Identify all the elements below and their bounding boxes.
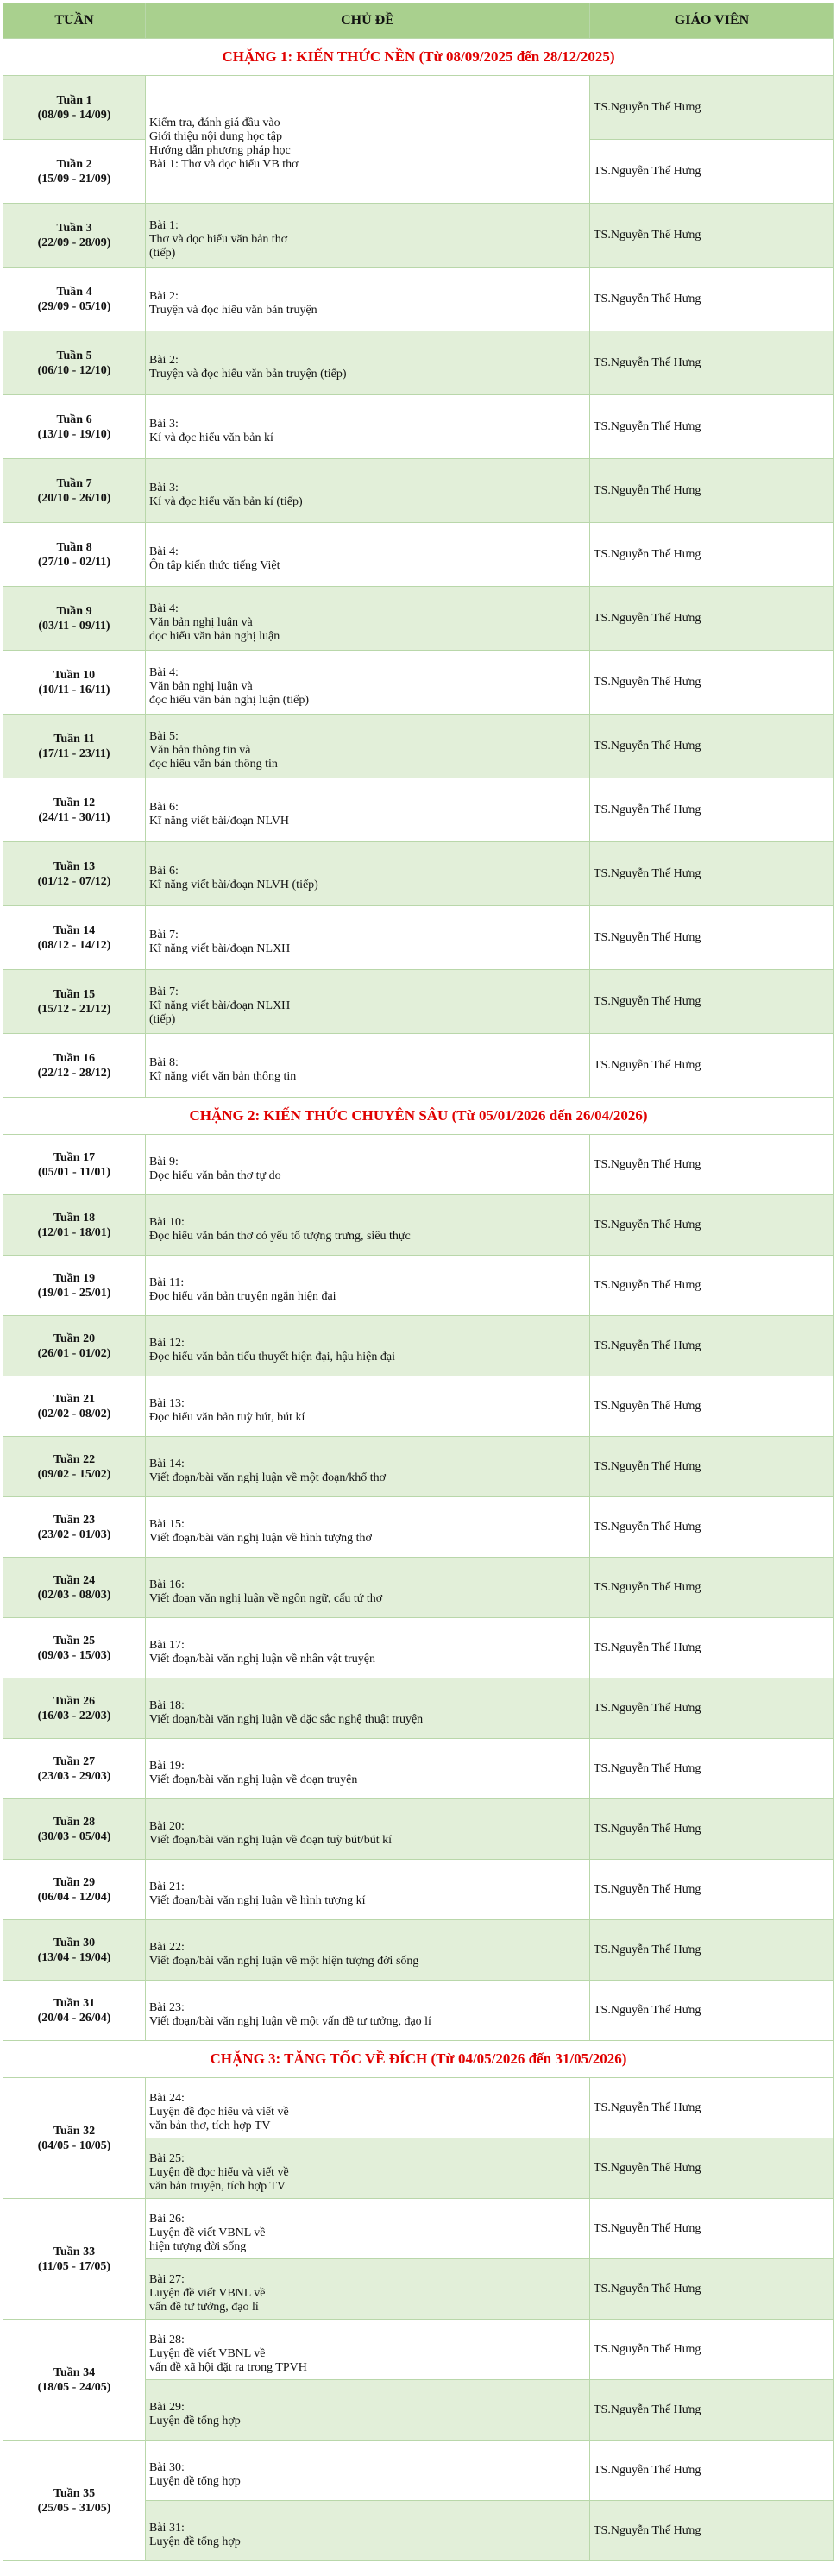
topic-cell: Bài 19: Viết đoạn/bài văn nghị luận về đoạn truyện	[146, 1739, 590, 1799]
table-row	[3, 587, 834, 651]
topic-cell: Bài 27: Luyện đề viết VBNL về vấn đề tư tưởng, đạo lí	[146, 2259, 590, 2320]
week-cell: Tuần 24 (02/03 - 08/03)	[3, 1558, 146, 1618]
topic-cell: Bài 13: Đọc hiểu văn bản tuỳ bút, bút kí	[146, 1376, 590, 1437]
week-cell: Tuần 17 (05/01 - 11/01)	[3, 1135, 146, 1195]
teacher-cell: TS.Nguyễn Thế Hưng	[590, 1135, 834, 1195]
table-row	[3, 459, 834, 523]
week-cell: Tuần 12 (24/11 - 30/11)	[3, 778, 146, 842]
teacher-cell: TS.Nguyễn Thế Hưng	[590, 587, 834, 651]
teacher-cell: TS.Nguyễn Thế Hưng	[590, 2501, 834, 2561]
teacher-cell: TS.Nguyễn Thế Hưng	[590, 715, 834, 778]
teacher-cell: TS.Nguyễn Thế Hưng	[590, 1034, 834, 1098]
week-cell: Tuần 5 (06/10 - 12/10)	[3, 331, 146, 395]
topic-cell: Bài 9: Đọc hiểu văn bản thơ tự do	[146, 1135, 590, 1195]
week-cell: Tuần 7 (20/10 - 26/10)	[3, 459, 146, 523]
week-cell: Tuần 8 (27/10 - 02/11)	[3, 523, 146, 587]
topic-cell: Bài 20: Viết đoạn/bài văn nghị luận về đoạn tuỳ bút/bút kí	[146, 1799, 590, 1860]
table-row	[3, 395, 834, 459]
topic-cell: Bài 5: Văn bản thông tin và đọc hiểu văn bản thông tin	[146, 715, 590, 778]
topic-cell: Bài 7: Kĩ năng viết bài/đoạn NLXH	[146, 906, 590, 970]
chapter-1-title: CHẶNG 1: KIẾN THỨC NỀN (Từ 08/09/2025 đến 28/12/2025)	[3, 39, 834, 76]
header-topic: CHỦ ĐỀ	[146, 3, 590, 39]
topic-cell: Bài 2: Truyện và đọc hiểu văn bản truyện	[146, 268, 590, 331]
week-cell: Tuần 25 (09/03 - 15/03)	[3, 1618, 146, 1678]
topic-cell: Bài 26: Luyện đề viết VBNL về hiện tượng đời sống	[146, 2199, 590, 2259]
teacher-cell: TS.Nguyễn Thế Hưng	[590, 1437, 834, 1497]
teacher-cell: TS.Nguyễn Thế Hưng	[590, 2199, 834, 2259]
table-row	[3, 1256, 834, 1316]
topic-cell: Bài 4: Ôn tập kiến thức tiếng Việt	[146, 523, 590, 587]
table-row	[3, 2199, 834, 2259]
topic-cell: Bài 29: Luyện đề tổng hợp	[146, 2380, 590, 2441]
teacher-cell: TS.Nguyễn Thế Hưng	[590, 651, 834, 715]
week-cell: Tuần 3 (22/09 - 28/09)	[3, 204, 146, 268]
teacher-cell: TS.Nguyễn Thế Hưng	[590, 842, 834, 906]
teacher-cell: TS.Nguyễn Thế Hưng	[590, 778, 834, 842]
teacher-cell: TS.Nguyễn Thế Hưng	[590, 331, 834, 395]
week-cell: Tuần 21 (02/02 - 08/02)	[3, 1376, 146, 1437]
week-cell: Tuần 19 (19/01 - 25/01)	[3, 1256, 146, 1316]
schedule-table	[3, 3, 834, 2561]
week-cell: Tuần 29 (06/04 - 12/04)	[3, 1860, 146, 1920]
teacher-cell: TS.Nguyễn Thế Hưng	[590, 1316, 834, 1376]
topic-cell: Bài 22: Viết đoạn/bài văn nghị luận về một hiện tượng đời sống	[146, 1920, 590, 1981]
week-cell: Tuần 14 (08/12 - 14/12)	[3, 906, 146, 970]
teacher-cell: TS.Nguyễn Thế Hưng	[590, 1739, 834, 1799]
topic-cell: Bài 23: Viết đoạn/bài văn nghị luận về một vấn đề tư tưởng, đạo lí	[146, 1981, 590, 2041]
topic-cell: Bài 21: Viết đoạn/bài văn nghị luận về hình tượng kí	[146, 1860, 590, 1920]
topic-cell: Bài 3: Kí và đọc hiểu văn bản kí (tiếp)	[146, 459, 590, 523]
table-row	[3, 1678, 834, 1739]
teacher-cell: TS.Nguyễn Thế Hưng	[590, 2380, 834, 2441]
table-row	[3, 268, 834, 331]
table-row	[3, 906, 834, 970]
teacher-cell: TS.Nguyễn Thế Hưng	[590, 1195, 834, 1256]
chapter-1-row	[3, 39, 834, 76]
week-cell: Tuần 33 (11/05 - 17/05)	[3, 2199, 146, 2320]
teacher-cell: TS.Nguyễn Thế Hưng	[590, 1860, 834, 1920]
teacher-cell: TS.Nguyễn Thế Hưng	[590, 268, 834, 331]
week-cell: Tuần 9 (03/11 - 09/11)	[3, 587, 146, 651]
table-row	[3, 1860, 834, 1920]
week-cell: Tuần 30 (13/04 - 19/04)	[3, 1920, 146, 1981]
chapter-3-title: CHẶNG 3: TĂNG TỐC VỀ ĐÍCH (Từ 04/05/2026 đến 31/05/2026)	[3, 2041, 834, 2078]
topic-cell: Bài 10: Đọc hiểu văn bản thơ có yếu tố tượng trưng, siêu thực	[146, 1195, 590, 1256]
teacher-cell: TS.Nguyễn Thế Hưng	[590, 2441, 834, 2501]
topic-cell: Bài 1: Thơ và đọc hiểu văn bản thơ (tiếp)	[146, 204, 590, 268]
topic-cell: Bài 15: Viết đoạn/bài văn nghị luận về hình tượng thơ	[146, 1497, 590, 1558]
topic-cell: Bài 25: Luyện đề đọc hiểu và viết về văn bản truyện, tích hợp TV	[146, 2138, 590, 2199]
table-row	[3, 76, 834, 140]
teacher-cell: TS.Nguyễn Thế Hưng	[590, 76, 834, 140]
topic-cell: Bài 4: Văn bản nghị luận và đọc hiểu văn bản nghị luận	[146, 587, 590, 651]
chapter-3-row	[3, 2041, 834, 2078]
table-row	[3, 1135, 834, 1195]
week-cell: Tuần 20 (26/01 - 01/02)	[3, 1316, 146, 1376]
topic-cell: Bài 8: Kĩ năng viết văn bản thông tin	[146, 1034, 590, 1098]
table-row	[3, 1034, 834, 1098]
table-row	[3, 842, 834, 906]
table-row	[3, 1558, 834, 1618]
week-cell: Tuần 1 (08/09 - 14/09)	[3, 76, 146, 140]
table-row	[3, 1497, 834, 1558]
table-row	[3, 970, 834, 1034]
week-cell: Tuần 27 (23/03 - 29/03)	[3, 1739, 146, 1799]
week-cell: Tuần 16 (22/12 - 28/12)	[3, 1034, 146, 1098]
teacher-cell: TS.Nguyễn Thế Hưng	[590, 1920, 834, 1981]
table-row	[3, 2078, 834, 2138]
teacher-cell: TS.Nguyễn Thế Hưng	[590, 140, 834, 204]
topic-cell: Bài 4: Văn bản nghị luận và đọc hiểu văn bản nghị luận (tiếp)	[146, 651, 590, 715]
table-row	[3, 1981, 834, 2041]
week-cell: Tuần 22 (09/02 - 15/02)	[3, 1437, 146, 1497]
week-cell: Tuần 18 (12/01 - 18/01)	[3, 1195, 146, 1256]
week-cell: Tuần 35 (25/05 - 31/05)	[3, 2441, 146, 2561]
table-row	[3, 1195, 834, 1256]
week-cell: Tuần 23 (23/02 - 01/03)	[3, 1497, 146, 1558]
week-cell: Tuần 28 (30/03 - 05/04)	[3, 1799, 146, 1860]
teacher-cell: TS.Nguyễn Thế Hưng	[590, 1618, 834, 1678]
topic-cell: Bài 7: Kĩ năng viết bài/đoạn NLXH (tiếp)	[146, 970, 590, 1034]
header-teacher: GIÁO VIÊN	[590, 3, 834, 39]
table-row	[3, 1316, 834, 1376]
week-cell: Tuần 26 (16/03 - 22/03)	[3, 1678, 146, 1739]
week-cell: Tuần 11 (17/11 - 23/11)	[3, 715, 146, 778]
topic-cell: Bài 6: Kĩ năng viết bài/đoạn NLVH	[146, 778, 590, 842]
teacher-cell: TS.Nguyễn Thế Hưng	[590, 523, 834, 587]
teacher-cell: TS.Nguyễn Thế Hưng	[590, 1376, 834, 1437]
topic-cell: Bài 6: Kĩ năng viết bài/đoạn NLVH (tiếp)	[146, 842, 590, 906]
topic-cell: Bài 16: Viết đoạn văn nghị luận về ngôn ngữ, cấu tứ thơ	[146, 1558, 590, 1618]
teacher-cell: TS.Nguyễn Thế Hưng	[590, 2138, 834, 2199]
teacher-cell: TS.Nguyễn Thế Hưng	[590, 906, 834, 970]
table-row	[3, 1739, 834, 1799]
week-cell: Tuần 6 (13/10 - 19/10)	[3, 395, 146, 459]
teacher-cell: TS.Nguyễn Thế Hưng	[590, 970, 834, 1034]
table-row	[3, 1437, 834, 1497]
teacher-cell: TS.Nguyễn Thế Hưng	[590, 1497, 834, 1558]
table-row	[3, 2441, 834, 2501]
table-row	[3, 204, 834, 268]
topic-cell: Bài 18: Viết đoạn/bài văn nghị luận về đặc sắc nghệ thuật truyện	[146, 1678, 590, 1739]
teacher-cell: TS.Nguyễn Thế Hưng	[590, 1981, 834, 2041]
table-row	[3, 2320, 834, 2380]
table-row	[3, 651, 834, 715]
topic-cell: Bài 30: Luyện đề tổng hợp	[146, 2441, 590, 2501]
table-row	[3, 1920, 834, 1981]
table-row	[3, 523, 834, 587]
topic-cell: Bài 24: Luyện đề đọc hiểu và viết về văn bản thơ, tích hợp TV	[146, 2078, 590, 2138]
week-cell: Tuần 13 (01/12 - 07/12)	[3, 842, 146, 906]
teacher-cell: TS.Nguyễn Thế Hưng	[590, 459, 834, 523]
teacher-cell: TS.Nguyễn Thế Hưng	[590, 1558, 834, 1618]
topic-cell: Bài 12: Đọc hiểu văn bản tiểu thuyết hiện đại, hậu hiện đại	[146, 1316, 590, 1376]
week-cell: Tuần 10 (10/11 - 16/11)	[3, 651, 146, 715]
table-row	[3, 1618, 834, 1678]
topic-cell: Bài 14: Viết đoạn/bài văn nghị luận về một đoạn/khổ thơ	[146, 1437, 590, 1497]
topic-cell: Bài 17: Viết đoạn/bài văn nghị luận về nhân vật truyện	[146, 1618, 590, 1678]
week-cell: Tuần 2 (15/09 - 21/09)	[3, 140, 146, 204]
chapter-2-row	[3, 1098, 834, 1135]
teacher-cell: TS.Nguyễn Thế Hưng	[590, 2320, 834, 2380]
chapter-2-title: CHẶNG 2: KIẾN THỨC CHUYÊN SÂU (Từ 05/01/2026 đến 26/04/2026)	[3, 1098, 834, 1135]
teacher-cell: TS.Nguyễn Thế Hưng	[590, 2078, 834, 2138]
teacher-cell: TS.Nguyễn Thế Hưng	[590, 204, 834, 268]
topic-cell: Bài 11: Đọc hiểu văn bản truyện ngắn hiện đại	[146, 1256, 590, 1316]
topic-cell: Bài 2: Truyện và đọc hiểu văn bản truyện (tiếp)	[146, 331, 590, 395]
teacher-cell: TS.Nguyễn Thế Hưng	[590, 1678, 834, 1739]
table-row	[3, 715, 834, 778]
teacher-cell: TS.Nguyễn Thế Hưng	[590, 395, 834, 459]
topic-cell: Bài 3: Kí và đọc hiểu văn bản kí	[146, 395, 590, 459]
table-row	[3, 1376, 834, 1437]
week-cell: Tuần 15 (15/12 - 21/12)	[3, 970, 146, 1034]
week-cell: Tuần 31 (20/04 - 26/04)	[3, 1981, 146, 2041]
week-cell: Tuần 34 (18/05 - 24/05)	[3, 2320, 146, 2441]
topic-cell: Bài 31: Luyện đề tổng hợp	[146, 2501, 590, 2561]
week-cell: Tuần 32 (04/05 - 10/05)	[3, 2078, 146, 2199]
teacher-cell: TS.Nguyễn Thế Hưng	[590, 1256, 834, 1316]
header-row	[3, 3, 834, 39]
header-week: TUẦN	[3, 3, 146, 39]
topic-cell: Kiểm tra, đánh giá đầu vào Giới thiệu nội dung học tập Hướng dẫn phương pháp học Bài 1: Thơ và đọc hiểu VB thơ	[146, 76, 590, 204]
topic-cell: Bài 28: Luyện đề viết VBNL về vấn đề xã hội đặt ra trong TPVH	[146, 2320, 590, 2380]
teacher-cell: TS.Nguyễn Thế Hưng	[590, 1799, 834, 1860]
week-cell: Tuần 4 (29/09 - 05/10)	[3, 268, 146, 331]
table-row	[3, 778, 834, 842]
teacher-cell: TS.Nguyễn Thế Hưng	[590, 2259, 834, 2320]
table-row	[3, 331, 834, 395]
table-row	[3, 1799, 834, 1860]
